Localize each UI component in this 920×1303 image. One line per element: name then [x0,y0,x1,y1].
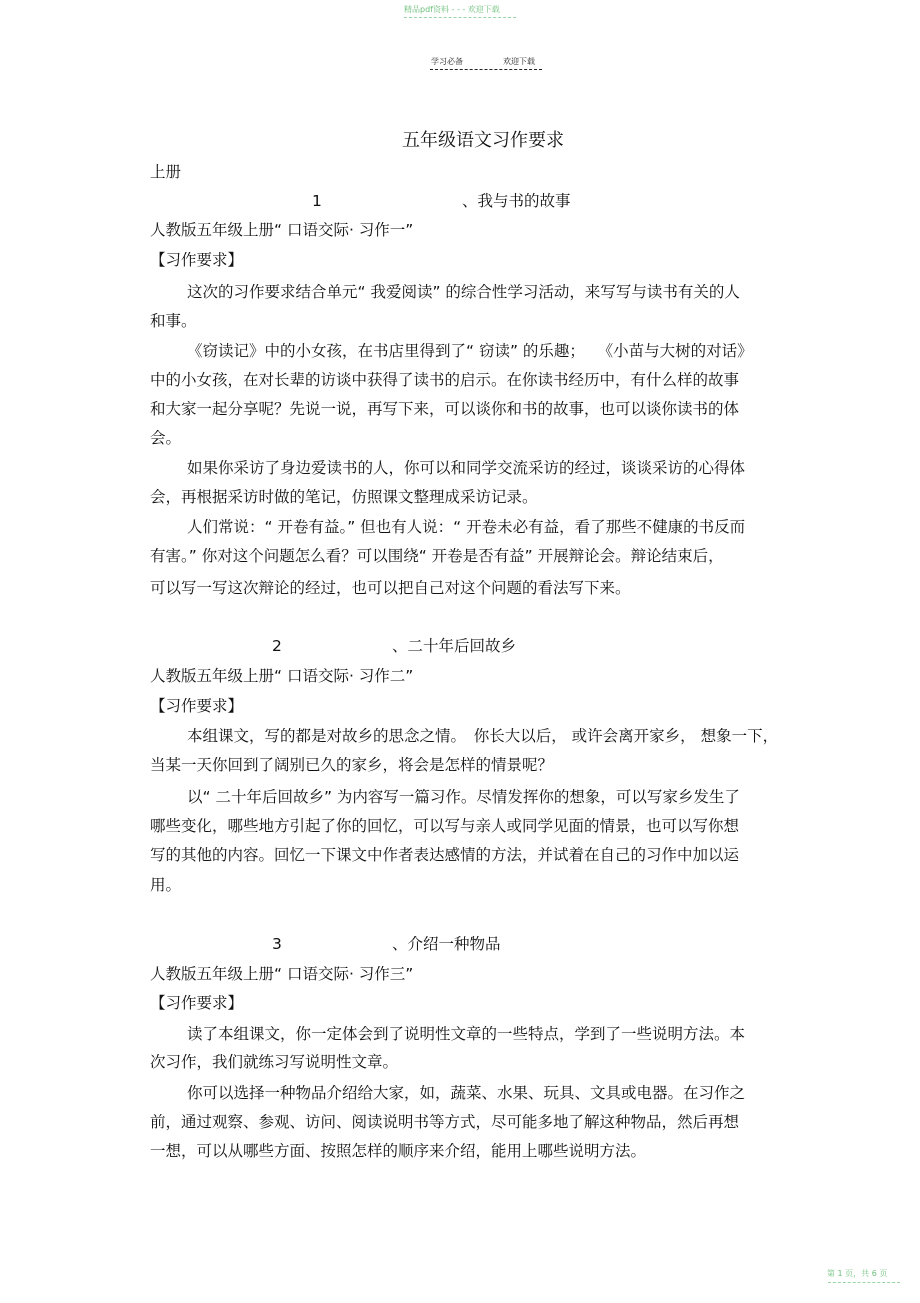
header-right: 欢迎下载 [503,57,535,66]
watermark-footer: 第 1 页，共 6 页 [827,1269,888,1278]
paragraph-line: 你可以选择一种物品介绍给大家，如，蔬菜、水果、玩具、文具或电器。在习作之 [187,1084,746,1102]
page-title: 五年级语文习作要求 [402,130,564,151]
paragraph-line: 《窃读记》中的小女孩，在书店里得到了“ 窃读” 的乐趣； 《小苗与大树的对话》 [187,342,753,360]
paragraph-line: 人们常说：“ 开卷有益。” 但也有人说：“ 开卷未必有益，看了那些不健康的书反而 [187,518,746,536]
paragraph-line: 会，再根据采访时做的笔记，仿照课文整理成采访记录。 [150,488,538,506]
section-number: 1 [312,192,322,210]
paragraph-line: 中的小女孩，在对长辈的访谈中获得了读书的启示。在你读书经历中，有什么样的故事 [150,371,740,389]
paragraph-line: 写的其他的内容。回忆一下课文中作者表达感情的方法，并试着在自己的习作中加以运 [150,846,740,864]
paragraph-line: 有害。” 你对这个问题怎么看？可以围绕“ 开卷是否有益” 开展辩论会。辩论结束后， [150,547,724,565]
paragraph-line: 一想，可以从哪些方面、按照怎样的顺序来介绍，能用上哪些说明方法。 [150,1142,647,1160]
section-number: 2 [272,637,282,655]
requirements-label: 【习作要求】 [150,697,244,715]
paragraph-line: 和大家一起分享呢？先说一说，再写下来，可以谈你和书的故事，也可以谈你读书的体 [150,400,740,418]
paragraph-line: 和事。 [150,312,197,330]
header-left: 学习必备 [431,57,463,66]
section-number: 3 [272,935,282,953]
paragraph-line: 用。 [150,876,182,894]
paragraph-line: 本组课文，写的都是对故乡的思念之情。 你长大以后， 或许会离开家乡， 想象一下， [187,727,779,745]
section-source: 人教版五年级上册“ 口语交际· 习作一” [150,221,414,239]
section-source: 人教版五年级上册“ 口语交际· 习作三” [150,965,414,983]
section-heading: 、介绍一种物品 [392,935,501,953]
paragraph-line: 次习作，我们就练习写说明性文章。 [150,1053,399,1071]
header-divider [430,69,542,70]
section-heading: 、我与书的故事 [462,192,571,210]
paragraph-line: 哪些变化，哪些地方引起了你的回忆，可以写与亲人或同学见面的情景，也可以写你想 [150,817,740,835]
section-heading: 、二十年后回故乡 [392,637,517,655]
section-source: 人教版五年级上册“ 口语交际· 习作二” [150,667,414,685]
paragraph-line: 前，通过观察、参观、访问、阅读说明书等方式，尽可能多地了解这种物品，然后再想 [150,1113,740,1131]
volume-label: 上册 [150,163,182,181]
requirements-label: 【习作要求】 [150,251,244,269]
requirements-label: 【习作要求】 [150,994,244,1012]
paragraph-line: 这次的习作要求结合单元“ 我爱阅读” 的综合性学习活动，来写写与读书有关的人 [187,283,740,301]
paragraph-line: 以“ 二十年后回故乡” 为内容写一篇习作。尽情发挥你的想象，可以写家乡发生了 [187,788,740,806]
paragraph-line: 当某一天你回到了阔别已久的家乡，将会是怎样的情景呢？ [150,756,554,774]
footer-divider [828,1282,900,1283]
watermark-divider [404,17,516,18]
paragraph-line: 会。 [150,429,182,447]
paragraph-line: 可以写一写这次辩论的经过，也可以把自己对这个问题的看法写下来。 [150,579,631,597]
paragraph-line: 读了本组课文，你一定体会到了说明性文章的一些特点，学到了一些说明方法。本 [187,1025,746,1043]
paragraph-line: 如果你采访了身边爱读书的人，你可以和同学交流采访的经过，谈谈采访的心得体 [187,459,746,477]
watermark-top: 精品pdf资料 - - - 欢迎下载 [404,5,500,14]
